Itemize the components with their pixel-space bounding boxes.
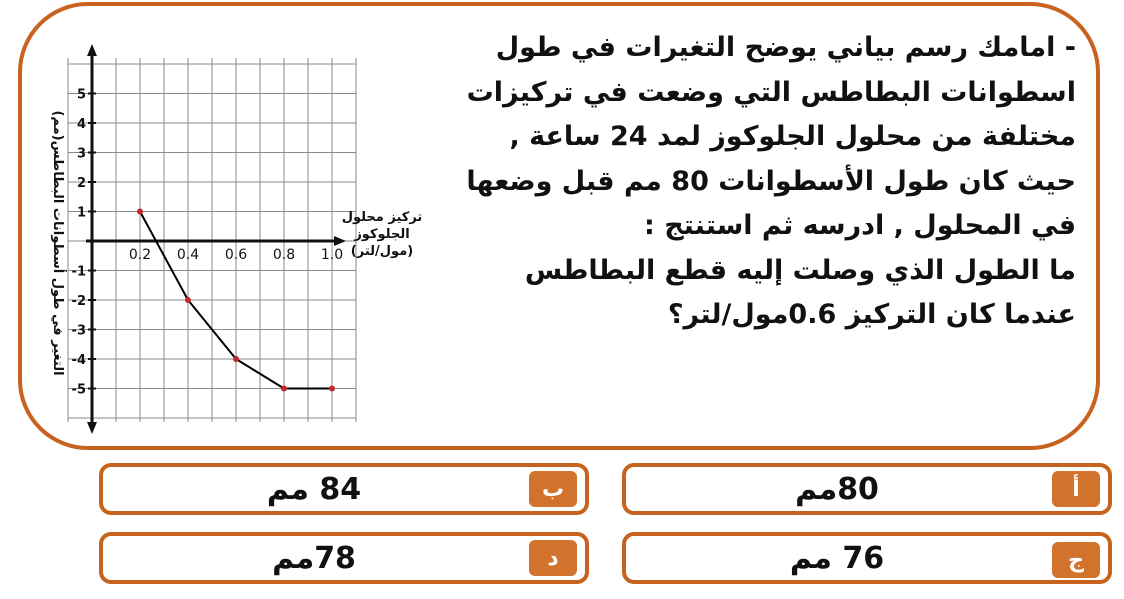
y-axis-arrow-top [87, 44, 97, 56]
option-c-value: 76 مم [789, 540, 885, 576]
question-text [430, 26, 1076, 338]
y-tick-label: -5 [71, 382, 86, 398]
y-axis-label: التغير في طول أسطوانات البطاطس(مم) [50, 110, 65, 376]
x-tick-label: 0.8 [272, 247, 296, 263]
x-axis-label-line: الجلوكوز [354, 227, 410, 242]
x-tick-label: 0.2 [128, 247, 152, 263]
question-line-6: ما الطول الذي وصلت إليه قطع البطاطس [524, 254, 1076, 286]
x-axis-arrow [334, 236, 346, 246]
y-tick-label: 3 [76, 146, 86, 162]
y-tick-label: -2 [71, 294, 86, 309]
x-axis-label-line: تركيز محلول [341, 210, 423, 225]
question-line-2: اسطوانات البطاطس التي وضعت في تركيزات [466, 76, 1076, 108]
data-point [329, 386, 335, 392]
question-line-1: - امامك رسم بياني يوضح التغيرات في طول [495, 32, 1076, 63]
option-a-letter: أ [1052, 471, 1100, 507]
option-b-value: 84 مم [266, 471, 362, 507]
question-line-3: مختلفة من محلول الجلوكوز لمد 24 ساعة , [509, 121, 1076, 152]
option-d[interactable] [99, 532, 589, 584]
x-axis-label-line: (مول/لتر) [350, 244, 414, 259]
option-b-letter: ب [529, 471, 577, 507]
y-tick-label: 5 [76, 87, 86, 103]
data-point [233, 356, 239, 362]
option-d-value: 78مم [272, 540, 356, 576]
question-line-7: عندما كان التركيز 0.6مول/لتر؟ [667, 299, 1076, 330]
option-b[interactable] [99, 463, 589, 515]
option-c[interactable] [622, 532, 1112, 584]
y-tick-label: 1 [76, 205, 86, 221]
x-tick-label: 0.4 [176, 247, 200, 263]
y-tick-label: -3 [71, 323, 86, 339]
data-point [281, 386, 287, 392]
y-axis-arrow-bottom [87, 422, 97, 434]
question-line-4: حيث كان طول الأسطوانات 80 مم قبل وضعها [466, 165, 1076, 197]
x-tick-label: 0.6 [224, 247, 248, 263]
option-c-letter: ج [1052, 542, 1100, 578]
data-point [185, 297, 191, 303]
option-d-letter: د [529, 540, 577, 576]
data-point [137, 209, 143, 215]
y-tick-label: 2 [76, 176, 86, 191]
y-tick-label: -4 [71, 353, 86, 368]
y-tick-label: 4 [76, 117, 86, 132]
option-a[interactable] [622, 463, 1112, 515]
question-line-5: في المحلول , ادرسه ثم استنتج : [644, 210, 1076, 241]
option-a-value: 80مم [795, 471, 879, 507]
line-chart [30, 40, 440, 440]
x-tick-label: 1.0 [320, 247, 344, 263]
y-tick-label: -1 [71, 264, 86, 280]
